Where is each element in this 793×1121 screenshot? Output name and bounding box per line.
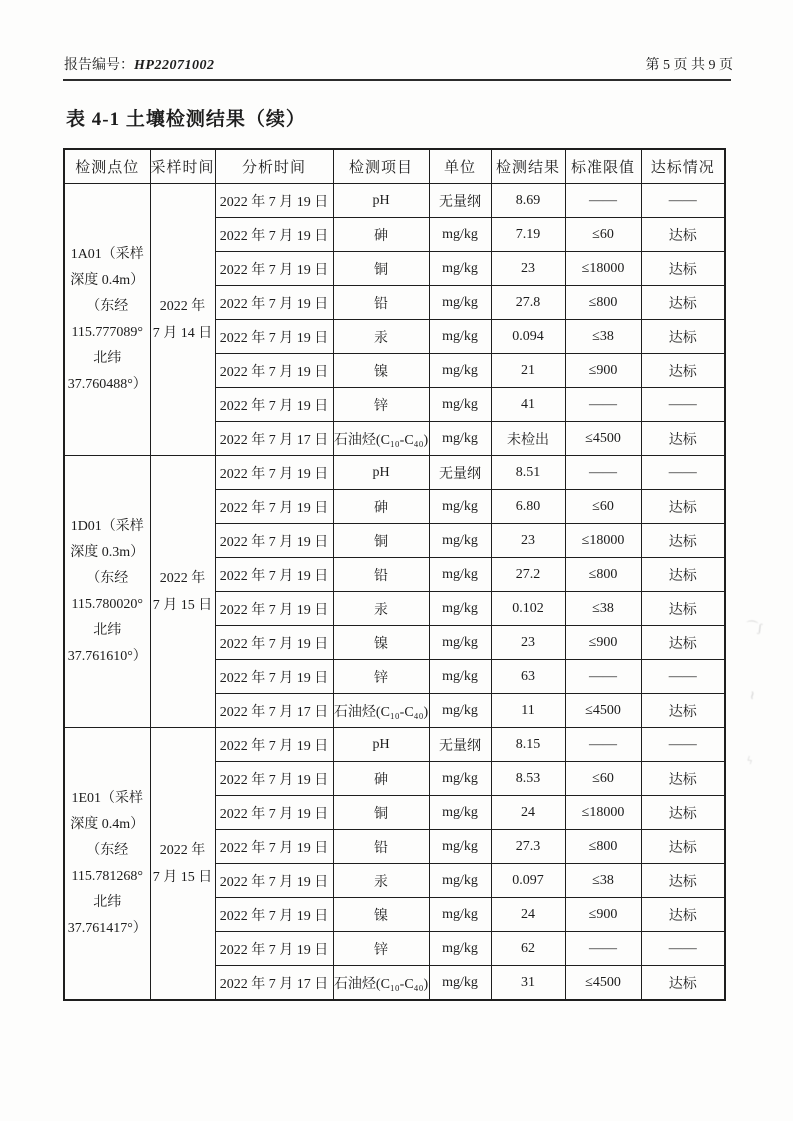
unit-cell: mg/kg bbox=[429, 762, 491, 796]
status-cell: 达标 bbox=[641, 354, 725, 388]
result-cell: 未检出 bbox=[491, 422, 565, 456]
unit-cell: mg/kg bbox=[429, 354, 491, 388]
sample-time-cell: 2022 年 7 月 14 日 bbox=[150, 184, 215, 456]
analysis-date-cell: 2022 年 7 月 19 日 bbox=[215, 558, 333, 592]
item-cell: 汞 bbox=[333, 864, 429, 898]
item-cell: 砷 bbox=[333, 762, 429, 796]
item-cell: 汞 bbox=[333, 320, 429, 354]
analysis-date-cell: 2022 年 7 月 19 日 bbox=[215, 932, 333, 966]
limit-cell: ≤60 bbox=[565, 490, 641, 524]
unit-cell: 无量纲 bbox=[429, 456, 491, 490]
result-cell: 6.80 bbox=[491, 490, 565, 524]
analysis-date-cell: 2022 年 7 月 17 日 bbox=[215, 966, 333, 1001]
limit-cell: —— bbox=[565, 932, 641, 966]
limit-cell: ≤4500 bbox=[565, 422, 641, 456]
limit-cell: —— bbox=[565, 388, 641, 422]
analysis-date-cell: 2022 年 7 月 19 日 bbox=[215, 388, 333, 422]
result-cell: 62 bbox=[491, 932, 565, 966]
point-cell: 1D01（采样 深度 0.3m） （东经 115.780020° 北纬 37.761610°） bbox=[64, 456, 150, 728]
analysis-date-cell: 2022 年 7 月 17 日 bbox=[215, 422, 333, 456]
status-cell: 达标 bbox=[641, 592, 725, 626]
column-header-unit: 单位 bbox=[429, 149, 491, 184]
result-cell: 23 bbox=[491, 626, 565, 660]
limit-cell: ≤38 bbox=[565, 592, 641, 626]
analysis-date-cell: 2022 年 7 月 19 日 bbox=[215, 490, 333, 524]
status-cell: —— bbox=[641, 388, 725, 422]
item-cell: 锌 bbox=[333, 660, 429, 694]
scan-artifact: ⌒ʃ bbox=[745, 619, 763, 635]
status-cell: 达标 bbox=[641, 966, 725, 1001]
item-cell: 铜 bbox=[333, 524, 429, 558]
point-group bbox=[64, 728, 725, 1001]
result-cell: 11 bbox=[491, 694, 565, 728]
status-cell: 达标 bbox=[641, 626, 725, 660]
item-cell: 镍 bbox=[333, 898, 429, 932]
unit-cell: mg/kg bbox=[429, 694, 491, 728]
limit-cell: —— bbox=[565, 660, 641, 694]
point-group bbox=[64, 456, 725, 728]
limit-cell: ≤18000 bbox=[565, 796, 641, 830]
analysis-date-cell: 2022 年 7 月 19 日 bbox=[215, 456, 333, 490]
report-id-label: 报告编号： bbox=[64, 58, 134, 73]
scan-artifact: ≀ bbox=[749, 687, 756, 703]
item-cell: pH bbox=[333, 728, 429, 762]
result-cell: 0.097 bbox=[491, 864, 565, 898]
limit-cell: ≤800 bbox=[565, 558, 641, 592]
status-cell: 达标 bbox=[641, 762, 725, 796]
unit-cell: mg/kg bbox=[429, 558, 491, 592]
analysis-date-cell: 2022 年 7 月 19 日 bbox=[215, 524, 333, 558]
column-header-sample-time: 采样时间 bbox=[150, 149, 215, 184]
status-cell: 达标 bbox=[641, 898, 725, 932]
item-cell: 铅 bbox=[333, 286, 429, 320]
result-cell: 8.53 bbox=[491, 762, 565, 796]
analysis-date-cell: 2022 年 7 月 19 日 bbox=[215, 252, 333, 286]
sample-time-cell: 2022 年 7 月 15 日 bbox=[150, 456, 215, 728]
limit-cell: ≤900 bbox=[565, 898, 641, 932]
analysis-date-cell: 2022 年 7 月 17 日 bbox=[215, 694, 333, 728]
limit-cell: ≤800 bbox=[565, 286, 641, 320]
unit-cell: mg/kg bbox=[429, 592, 491, 626]
analysis-date-cell: 2022 年 7 月 19 日 bbox=[215, 592, 333, 626]
item-cell: 铅 bbox=[333, 830, 429, 864]
result-cell: 7.19 bbox=[491, 218, 565, 252]
unit-cell: mg/kg bbox=[429, 422, 491, 456]
report-id bbox=[64, 54, 214, 74]
status-cell: 达标 bbox=[641, 422, 725, 456]
unit-cell: mg/kg bbox=[429, 864, 491, 898]
item-cell: 砷 bbox=[333, 218, 429, 252]
item-cell: 砷 bbox=[333, 490, 429, 524]
result-cell: 31 bbox=[491, 966, 565, 1001]
status-cell: 达标 bbox=[641, 864, 725, 898]
analysis-date-cell: 2022 年 7 月 19 日 bbox=[215, 796, 333, 830]
sample-time-cell: 2022 年 7 月 15 日 bbox=[150, 728, 215, 1001]
result-cell: 24 bbox=[491, 898, 565, 932]
unit-cell: 无量纲 bbox=[429, 184, 491, 218]
unit-cell: mg/kg bbox=[429, 388, 491, 422]
unit-cell: mg/kg bbox=[429, 524, 491, 558]
unit-cell: mg/kg bbox=[429, 966, 491, 1001]
limit-cell: ≤38 bbox=[565, 320, 641, 354]
result-cell: 8.15 bbox=[491, 728, 565, 762]
limit-cell: ≤60 bbox=[565, 218, 641, 252]
point-cell: 1E01（采样 深度 0.4m） （东经 115.781268° 北纬 37.761417°） bbox=[64, 728, 150, 1001]
status-cell: 达标 bbox=[641, 694, 725, 728]
status-cell: 达标 bbox=[641, 796, 725, 830]
column-header-analysis-time: 分析时间 bbox=[215, 149, 333, 184]
result-cell: 23 bbox=[491, 252, 565, 286]
status-cell: —— bbox=[641, 184, 725, 218]
item-cell: 锌 bbox=[333, 388, 429, 422]
page-number-info: 第 5 页 共 9 页 bbox=[645, 58, 733, 73]
scan-artifact: ϟ bbox=[746, 752, 754, 768]
limit-cell: ≤900 bbox=[565, 354, 641, 388]
status-cell: 达标 bbox=[641, 252, 725, 286]
analysis-date-cell: 2022 年 7 月 19 日 bbox=[215, 184, 333, 218]
result-cell: 8.69 bbox=[491, 184, 565, 218]
table-row bbox=[64, 184, 725, 218]
item-cell: 镍 bbox=[333, 626, 429, 660]
results-table bbox=[63, 148, 726, 1001]
limit-cell: —— bbox=[565, 728, 641, 762]
item-cell: 铜 bbox=[333, 252, 429, 286]
unit-cell: mg/kg bbox=[429, 286, 491, 320]
limit-cell: —— bbox=[565, 184, 641, 218]
column-header-item: 检测项目 bbox=[333, 149, 429, 184]
analysis-date-cell: 2022 年 7 月 19 日 bbox=[215, 354, 333, 388]
item-cell: 镍 bbox=[333, 354, 429, 388]
result-cell: 23 bbox=[491, 524, 565, 558]
item-cell: 石油烃(C₁₀-C₄₀) bbox=[333, 694, 429, 728]
analysis-date-cell: 2022 年 7 月 19 日 bbox=[215, 286, 333, 320]
result-cell: 0.102 bbox=[491, 592, 565, 626]
page-header bbox=[64, 54, 733, 74]
unit-cell: 无量纲 bbox=[429, 728, 491, 762]
item-cell: 铜 bbox=[333, 796, 429, 830]
result-cell: 24 bbox=[491, 796, 565, 830]
unit-cell: mg/kg bbox=[429, 660, 491, 694]
analysis-date-cell: 2022 年 7 月 19 日 bbox=[215, 762, 333, 796]
table-row bbox=[64, 728, 725, 762]
item-cell: 锌 bbox=[333, 932, 429, 966]
status-cell: 达标 bbox=[641, 218, 725, 252]
status-cell: —— bbox=[641, 456, 725, 490]
item-cell: pH bbox=[333, 184, 429, 218]
result-cell: 21 bbox=[491, 354, 565, 388]
analysis-date-cell: 2022 年 7 月 19 日 bbox=[215, 320, 333, 354]
item-cell: 汞 bbox=[333, 592, 429, 626]
status-cell: —— bbox=[641, 932, 725, 966]
status-cell: 达标 bbox=[641, 830, 725, 864]
analysis-date-cell: 2022 年 7 月 19 日 bbox=[215, 626, 333, 660]
table-row bbox=[64, 456, 725, 490]
result-cell: 8.51 bbox=[491, 456, 565, 490]
analysis-date-cell: 2022 年 7 月 19 日 bbox=[215, 660, 333, 694]
point-group bbox=[64, 184, 725, 456]
unit-cell: mg/kg bbox=[429, 490, 491, 524]
limit-cell: —— bbox=[565, 456, 641, 490]
point-cell: 1A01（采样 深度 0.4m） （东经 115.777089° 北纬 37.760488°） bbox=[64, 184, 150, 456]
limit-cell: ≤60 bbox=[565, 762, 641, 796]
analysis-date-cell: 2022 年 7 月 19 日 bbox=[215, 218, 333, 252]
status-cell: —— bbox=[641, 728, 725, 762]
unit-cell: mg/kg bbox=[429, 932, 491, 966]
limit-cell: ≤800 bbox=[565, 830, 641, 864]
analysis-date-cell: 2022 年 7 月 19 日 bbox=[215, 898, 333, 932]
status-cell: 达标 bbox=[641, 490, 725, 524]
status-cell: 达标 bbox=[641, 524, 725, 558]
header-divider bbox=[63, 79, 731, 81]
unit-cell: mg/kg bbox=[429, 320, 491, 354]
report-number: HP22071002 bbox=[134, 58, 215, 73]
result-cell: 0.094 bbox=[491, 320, 565, 354]
status-cell: —— bbox=[641, 660, 725, 694]
item-cell: pH bbox=[333, 456, 429, 490]
unit-cell: mg/kg bbox=[429, 796, 491, 830]
result-cell: 27.2 bbox=[491, 558, 565, 592]
unit-cell: mg/kg bbox=[429, 218, 491, 252]
result-cell: 41 bbox=[491, 388, 565, 422]
status-cell: 达标 bbox=[641, 320, 725, 354]
column-header-point: 检测点位 bbox=[64, 149, 150, 184]
unit-cell: mg/kg bbox=[429, 830, 491, 864]
limit-cell: ≤18000 bbox=[565, 252, 641, 286]
limit-cell: ≤4500 bbox=[565, 966, 641, 1001]
result-cell: 27.8 bbox=[491, 286, 565, 320]
result-cell: 63 bbox=[491, 660, 565, 694]
table-header-row bbox=[64, 149, 725, 184]
status-cell: 达标 bbox=[641, 286, 725, 320]
column-header-limit: 标准限值 bbox=[565, 149, 641, 184]
unit-cell: mg/kg bbox=[429, 626, 491, 660]
limit-cell: ≤18000 bbox=[565, 524, 641, 558]
page-title: 表 4-1 土壤检测结果（续） bbox=[66, 109, 306, 130]
status-cell: 达标 bbox=[641, 558, 725, 592]
column-header-result: 检测结果 bbox=[491, 149, 565, 184]
limit-cell: ≤900 bbox=[565, 626, 641, 660]
result-cell: 27.3 bbox=[491, 830, 565, 864]
analysis-date-cell: 2022 年 7 月 19 日 bbox=[215, 864, 333, 898]
limit-cell: ≤4500 bbox=[565, 694, 641, 728]
unit-cell: mg/kg bbox=[429, 252, 491, 286]
column-header-status: 达标情况 bbox=[641, 149, 725, 184]
item-cell: 石油烃(C₁₀-C₄₀) bbox=[333, 422, 429, 456]
analysis-date-cell: 2022 年 7 月 19 日 bbox=[215, 830, 333, 864]
item-cell: 石油烃(C₁₀-C₄₀) bbox=[333, 966, 429, 1001]
unit-cell: mg/kg bbox=[429, 898, 491, 932]
analysis-date-cell: 2022 年 7 月 19 日 bbox=[215, 728, 333, 762]
item-cell: 铅 bbox=[333, 558, 429, 592]
limit-cell: ≤38 bbox=[565, 864, 641, 898]
